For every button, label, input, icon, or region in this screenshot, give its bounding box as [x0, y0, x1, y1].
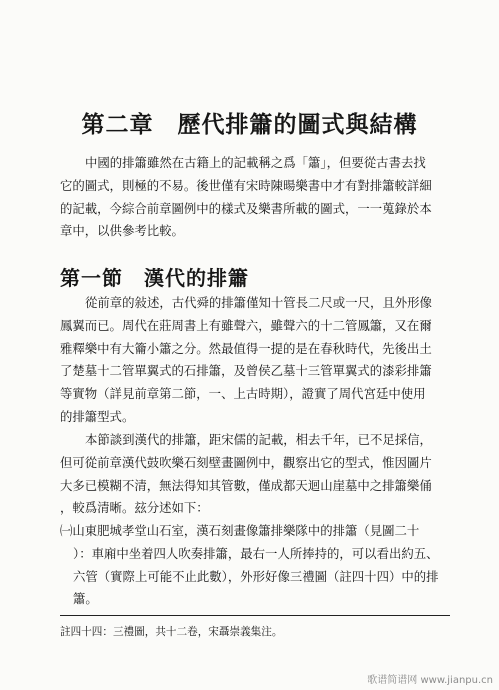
section-title: 第一節 漢代的排簫: [60, 266, 249, 290]
text-line: 等實物（詳見前章第二節，一、上古時期），證實了周代宮廷中使用: [60, 386, 426, 402]
text-line: 但可從前章漢代鼓吹樂石刻壁畫圖例中，觀察出它的型式，惟因圖片: [60, 454, 432, 470]
text-line: 的排簫型式。: [60, 408, 135, 424]
text-line: 鳳翼而已。周代在莊周書上有雖聲六，雖聲六的十二管鳳簫，又在爾: [60, 317, 432, 333]
text-line: 六管（實際上可能不止此數），外形好像三禮圖（註四十四）中的排: [73, 568, 439, 584]
text-line: 章中，以供參考比較。: [60, 223, 184, 239]
text-line: ㈠山東肥城孝堂山石室，漢石刻畫像簫排樂隊中的排簫（見圖二十: [60, 523, 420, 538]
intro-paragraph: [60, 152, 450, 243]
text-line: 了楚墓十二管單翼式的石排簫，及曾侯乙墓十三管單翼式的漆彩排簫: [60, 363, 432, 379]
list-item-1: [60, 520, 450, 611]
text-line: ）：車廂中坐着四人吹奏排簫，最右一人所捧持的，可以看出約五、: [73, 545, 439, 561]
text-line: 大多已模糊不清，無法得知其管數，僅成都天迴山崖墓中之排簫樂俑: [60, 477, 432, 493]
text-line: 簫。: [73, 591, 98, 607]
text-line: 它的圖式，則極的不易。後世僅有宋時陳暘樂書中才有對排簫較詳細: [60, 177, 432, 193]
text-line: 雅釋樂中有大籥小簫之分。然最值得一提的是在春秋時代，先後出土: [60, 340, 432, 356]
text-line: 本節談到漢代的排簫，距宋儒的記載，相去千年，已不足採信，: [85, 432, 432, 447]
footnote: 註四十四：三禮圖，共十二卷，宋聶崇義集注。: [60, 626, 283, 638]
text-line: 的記載，今綜合前章圖例中的樣式及樂書所載的圖式，一一蒐錄於本: [60, 200, 432, 216]
text-line: 中國的排簫雖然在古籍上的記載稱之爲「簫」，但要從古書去找: [85, 155, 426, 170]
chapter-title: 第二章 歷代排簫的圖式與結構: [81, 111, 418, 138]
footnote-divider: [60, 615, 450, 616]
body-paragraph-1: [60, 292, 450, 429]
text-line: 從前章的敍述，古代舜的排簫僅知十管長二尺或一尺，且外形像: [85, 295, 432, 310]
text-line: ，較爲清晰。玆分述如下：: [60, 500, 209, 516]
watermark: 歌谱简谱网 www.jianpu.cn: [367, 675, 493, 686]
body-paragraph-2: [60, 429, 450, 520]
